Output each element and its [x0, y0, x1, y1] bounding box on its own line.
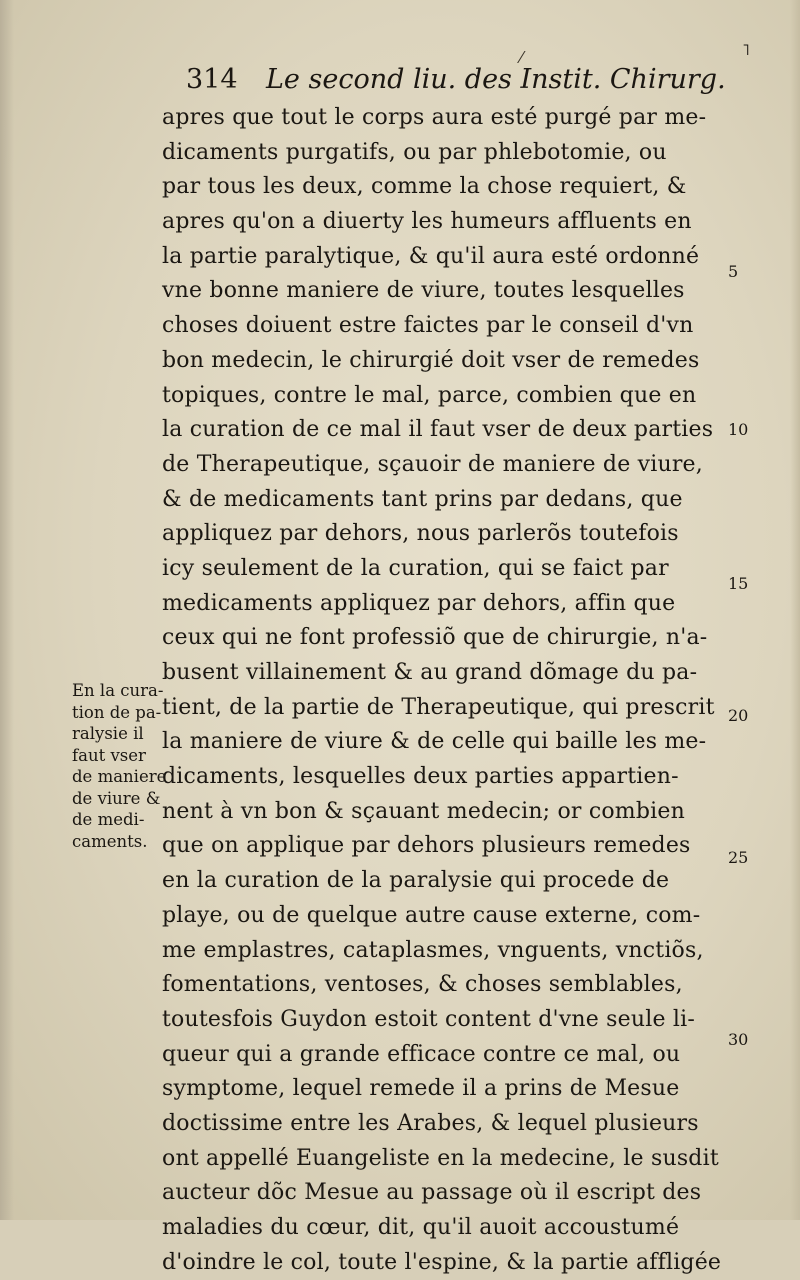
- text-line: la curation de ce mal il faut vser de deux parties: [162, 417, 714, 443]
- page-shadow-left: [0, 0, 14, 1220]
- text-line: maladies du cœur, dit, qu'il auoit accoustumé: [162, 1215, 680, 1240]
- marginal-note-line: En la cura-: [72, 681, 164, 700]
- text-line: nent à vn bon & sçauant medecin; or combien: [162, 798, 685, 824]
- text-line: ont appellé Euangeliste en la medecine, le susdit: [162, 1145, 719, 1171]
- text-line: bon medecin, le chirurgié doit vser de remedes: [162, 347, 700, 373]
- page-shadow-right: [790, 0, 800, 1220]
- line-number: 10: [728, 420, 749, 439]
- marginal-note: [72, 680, 182, 852]
- text-line: appliquez par dehors, nous parlerõs toutefois: [162, 521, 679, 547]
- marginal-note-line: de maniere: [72, 767, 167, 786]
- text-line: apres que tout le corps aura esté purgé par me-: [162, 105, 707, 130]
- stray-mark: ⁄: [520, 48, 523, 67]
- text-line: dicaments, lesquelles deux parties appartien-: [162, 764, 679, 790]
- text-line: vne bonne maniere de viure, toutes lesquelles: [162, 278, 685, 304]
- text-line: busent villainement & au grand dõmage du pa-: [162, 660, 698, 685]
- text-line: queur qui a grande efficace contre ce mal, ou: [162, 1041, 681, 1067]
- text-line: medicaments appliquez par dehors, affin que: [162, 590, 676, 616]
- line-number: 25: [728, 848, 749, 867]
- corner-mark: ˥: [742, 40, 750, 59]
- text-line: la partie paralytique, & qu'il aura esté ordonné: [162, 243, 700, 269]
- text-line: fomentations, ventoses, & choses semblables,: [162, 972, 683, 998]
- line-number: 5: [728, 262, 739, 281]
- marginal-note-line: tion de pa-: [72, 702, 162, 722]
- text-line: de Therapeutique, sçauoir de maniere de viure,: [162, 451, 703, 477]
- text-line: tient, de la partie de Therapeutique, qui prescrit: [162, 694, 715, 720]
- text-line: que on applique par dehors plusieurs remedes: [162, 833, 691, 859]
- marginal-note-line: de viure &: [72, 788, 161, 808]
- text-line: aucteur dõc Mesue au passage où il escript des: [162, 1180, 702, 1206]
- text-line: me emplastres, cataplasmes, vnguents, vnctiõs,: [162, 937, 704, 963]
- line-number: 20: [728, 706, 749, 725]
- marginal-note-line: de medi-: [72, 810, 145, 829]
- marginal-note-line: caments.: [72, 831, 148, 851]
- line-number: 15: [728, 574, 749, 593]
- text-line: playe, ou de quelque autre cause externe, com-: [162, 902, 701, 928]
- text-line: choses doiuent estre faictes par le conseil d'vn: [162, 313, 694, 339]
- text-line: ceux qui ne font professiõ que de chirurgie, n'a-: [162, 625, 708, 651]
- text-line: la maniere de viure & de celle qui baille les me-: [162, 729, 707, 755]
- text-line: icy seulement de la curation, qui se faict par: [162, 555, 669, 581]
- text-line: doctissime entre les Arabes, & lequel plusieurs: [162, 1110, 699, 1136]
- text-line: topiques, contre le mal, parce, combien que en: [162, 382, 697, 408]
- text-line: d'oindre le col, toute l'espine, & la partie affligée: [162, 1249, 722, 1275]
- text-line: apres qu'on a diuerty les humeurs affluents en: [162, 209, 692, 235]
- text-line: toutesfois Guydon estoit content d'vne seule li-: [162, 1006, 696, 1032]
- text-line: symptome, lequel remede il a prins de Mesue: [162, 1076, 680, 1102]
- text-line: & de medicaments tant prins par dedans, que: [162, 486, 683, 512]
- text-line: en la curation de la paralysie qui procede de: [162, 868, 670, 894]
- text-line: par tous les deux, comme la chose requiert, &: [162, 174, 687, 200]
- page-number: 314: [186, 64, 238, 95]
- main-text-block: [162, 101, 742, 1280]
- marginal-note-line: faut vser: [72, 745, 146, 765]
- marginal-note-line: ralysie il: [72, 724, 144, 743]
- running-head: Le second liu. des Instit. Chirurg.: [266, 64, 726, 95]
- line-number: 30: [728, 1030, 749, 1049]
- text-line: dicaments purgatifs, ou par phlebotomie, ou: [162, 139, 667, 165]
